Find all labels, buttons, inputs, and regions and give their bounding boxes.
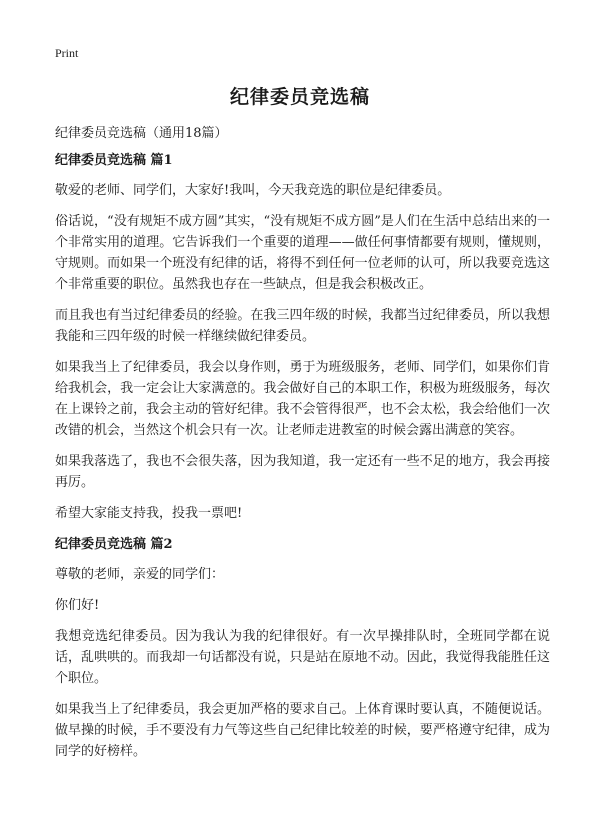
paragraph: 希望大家能支持我，投我一票吧!: [55, 506, 243, 521]
paragraph: 尊敬的老师，亲爱的同学们：: [55, 567, 225, 582]
section-2: [55, 534, 550, 762]
paragraph: 我想竞选纪律委员。因为我认为我的纪律很好。有一次早操排队时，全班同学都在说话，乱哄哄的。而我却一句话都没有说，只是站在原地不动。因此，我觉得我能胜任这个职位。: [55, 629, 550, 686]
paragraph: 如果我落选了，我也不会很失落，因为我知道，我一定还有一些不足的地方，我会再接再厉。: [55, 454, 550, 490]
paragraph: 你们好!: [55, 598, 100, 613]
paragraph: 如果我当上了纪律委员，我会以身作则，勇于为班级服务，老师、同学们，如果你们肯给我机会，我一定会让大家满意的。我会做好自己的本职工作，积极为班级服务，每次在上课铃之前，我会主动的管好纪律。我不会管得很严，也不会太松，我会给他们一次改错的机会，当然这个机会只有一次。让老师走进教室的时候会露出满意的笑容。: [55, 360, 550, 438]
page-title: 纪律委员竞选稿: [229, 86, 370, 108]
paragraph: 如果我当上了纪律委员，我会更加严格的要求自己。上体育课时要认真，不随便说话。做早操的时候，手不要没有力气等这些自己纪律比较差的时候，要严格遵守纪律，成为同学的好榜样。: [55, 702, 550, 759]
paragraph: 而且我也有当过纪律委员的经验。在我三四年级的时候，我都当过纪律委员，所以我想我能和三四年级的时候一样继续做纪律委员。: [55, 308, 550, 344]
paragraph: 敬爱的老师、同学们，大家好!我叫，今天我竞选的职位是纪律委员。: [55, 183, 451, 198]
section-heading: 纪律委员竞选稿 篇2: [55, 537, 173, 552]
section-1: [55, 150, 550, 524]
section-heading: 纪律委员竞选稿 篇1: [55, 153, 173, 168]
print-link[interactable]: Print: [55, 46, 79, 60]
document-subtitle: 纪律委员竞选稿（通用18篇）: [55, 126, 228, 141]
paragraph: 俗话说，“没有规矩不成方圆”其实，“没有规矩不成方圆”是人们在生活中总结出来的一个非常实用的道理。它告诉我们一个重要的道理——做任何事情都要有规则，懂规则，守规则。而如果一个班没有纪律的话，将得不到任何一位老师的认可，所以我要竞选这个非常重要的职位。虽然我也存在一些缺点，但是我会积极改正。: [55, 214, 550, 292]
document-body: [55, 150, 550, 772]
